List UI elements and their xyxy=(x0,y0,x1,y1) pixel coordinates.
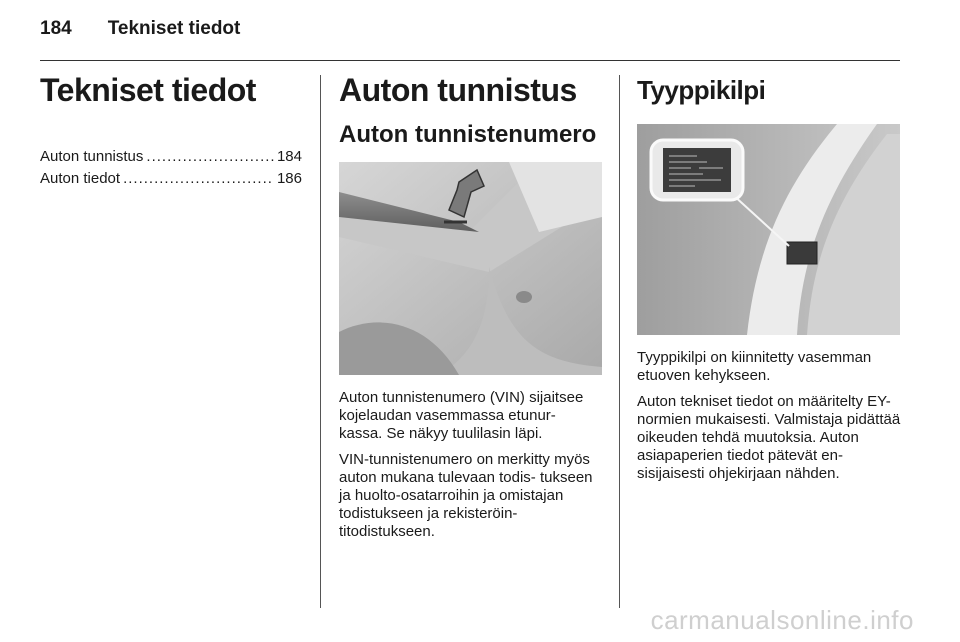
toc-leader xyxy=(123,168,274,190)
subsection-title: Auton tunnistenumero xyxy=(339,121,597,148)
type-plate-figure xyxy=(637,124,900,335)
left-column xyxy=(40,72,302,190)
toc-item-page: 184 xyxy=(276,148,302,165)
section-title: Auton tunnistus xyxy=(339,72,577,108)
paragraph: Tyyppikilpi on kiinnitetty vasemman etuoven kehykseen. xyxy=(637,349,872,384)
paragraph: VIN-tunnistenumero on merkitty myös auton mukana tulevaan todis- tukseen ja huolto-osatarroihin ja omistajan todistukseen ja rekisteröin- titodistukseen. xyxy=(339,451,593,540)
page-number: 184 xyxy=(40,18,72,39)
car-windshield-illustration xyxy=(339,162,602,375)
right-column xyxy=(637,72,901,491)
column-divider-2 xyxy=(619,75,620,608)
paragraph: Auton tekniset tiedot on määritelty EY-normien mukaisesti. Valmistaja pidättää oikeuden tehdä muutoksia. Auton asiapaperien tiedot pätevät en- sisijaisesti ohjekirjaan nähden. xyxy=(637,393,901,482)
toc-leader xyxy=(146,146,274,168)
toc-item[interactable] xyxy=(40,146,302,168)
section-title: Tyyppikilpi xyxy=(637,75,766,105)
column-divider-1 xyxy=(320,75,321,608)
toc-item-page: 186 xyxy=(276,170,302,187)
chapter-title: Tekniset tiedot xyxy=(40,72,256,108)
table-of-contents xyxy=(40,146,302,190)
toc-item[interactable] xyxy=(40,168,302,190)
page-header xyxy=(40,18,240,40)
watermark: carmanualsonline.info xyxy=(650,605,914,635)
middle-column xyxy=(339,72,603,549)
vin-location-figure xyxy=(339,162,602,375)
toc-item-title: Auton tiedot xyxy=(40,170,121,187)
toc-item-title: Auton tunnistus xyxy=(40,148,144,165)
door-frame-illustration xyxy=(637,124,900,335)
right-body xyxy=(637,349,901,483)
middle-body xyxy=(339,389,603,541)
paragraph: Auton tunnistenumero (VIN) sijaitsee kojelaudan vasemmassa etunur- kassa. Se näkyy tuulilasin läpi. xyxy=(339,389,584,442)
header-rule xyxy=(40,60,900,61)
running-section-title: Tekniset tiedot xyxy=(107,18,241,39)
